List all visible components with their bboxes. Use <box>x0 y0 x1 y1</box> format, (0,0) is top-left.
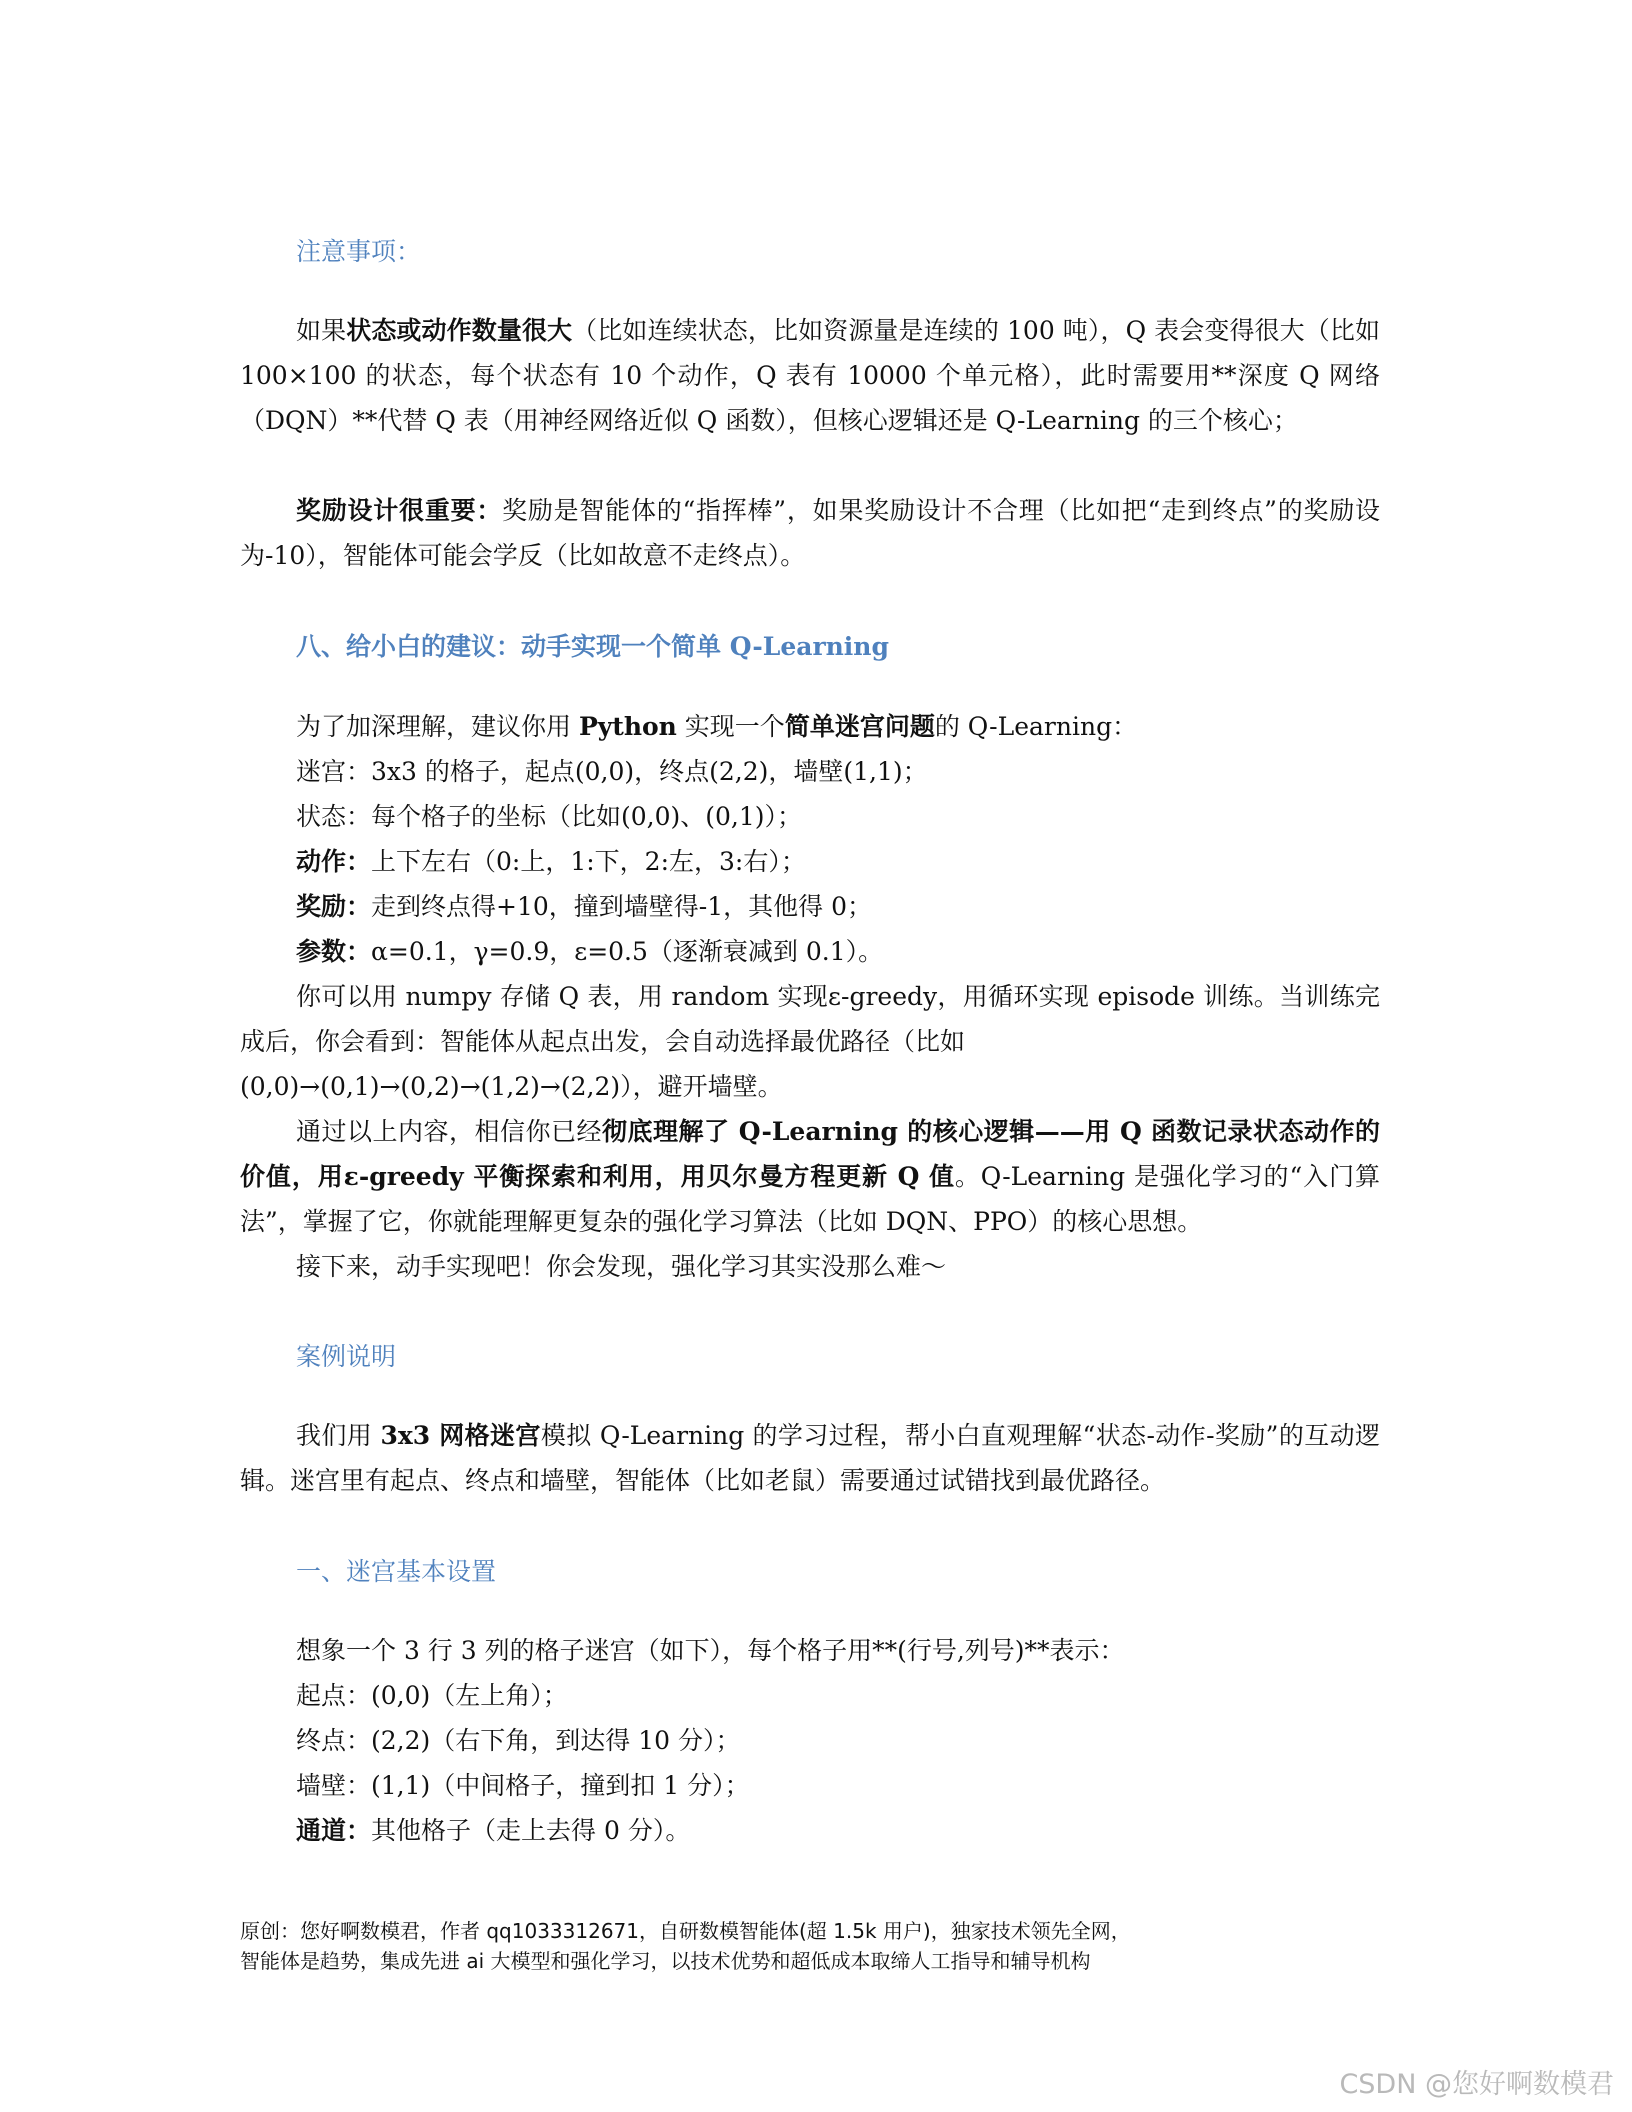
footer-line-2: 智能体是趋势，集成先进 ai 大模型和强化学习，以技术优势和超低成本取缔人工指导和辅导机构 <box>240 1949 1091 1973</box>
bold-run: 奖励： <box>296 892 372 921</box>
advice-next-paragraph: 接下来，动手实现吧！你会发现，强化学习其实没那么难～ <box>296 1252 947 1281</box>
bold-run: 通道： <box>296 1816 372 1845</box>
advice-action-line <box>296 839 806 884</box>
csdn-watermark: CSDN @您好啊数模君 <box>1339 2069 1614 2100</box>
notes-paragraph-1 <box>240 308 1380 443</box>
text-run: 实现一个 <box>676 712 785 741</box>
advice-summary-paragraph <box>240 1109 1380 1244</box>
advice-maze-line: 迷宫：3x3 的格子，起点(0,0)，终点(2,2)，墙壁(1,1)； <box>296 757 928 786</box>
text-run: 你可以用 numpy 存储 Q 表，用 random 实现ε-greedy，用循环实现 episode 训练。当训练完成后，你会看到：智能体从起点出发，会自动选择最优路径（比如 <box>240 982 1380 1056</box>
text-run: （比如连续状态，比如资源量是连续的 100 吨），Q 表会变得很大（比如 100×100 的状态，每个状态有 10 个动作，Q 表有 10000 个单元格），此时需要用**深度 Q 网络（DQN）**代替 Q 表（用神经网络近似 Q 函数），但核心逻辑还是 Q-Learning 的三个核心； <box>240 316 1380 435</box>
setup-wall-line: 墙壁：(1,1)（中间格子，撞到扣 1 分）； <box>296 1771 750 1800</box>
advice-reward-line <box>296 884 872 929</box>
bold-run: 彻底理解了 Q-Learning 的核心逻辑——用 Q 函数记录状态动作的价值，用ε-greedy 平衡探索和利用，用贝尔曼方程更新 Q 值 <box>240 1117 1380 1191</box>
bold-run: 状态或动作数量很大 <box>346 316 573 345</box>
advice-intro <box>240 704 1380 749</box>
setup-start-line: 起点：(0,0)（左上角）； <box>296 1681 568 1710</box>
case-paragraph <box>240 1413 1380 1503</box>
advice-state-line: 状态：每个格子的坐标（比如(0,0)、(0,1)）； <box>296 802 803 831</box>
text-run: 我们用 <box>296 1421 381 1450</box>
bold-run: 简单迷宫问题 <box>784 712 935 741</box>
footer-line-1: 原创：您好啊数模君，作者 qq1033312671，自研数模智能体(超 1.5k 用户)，独家技术领先全网， <box>240 1919 1131 1943</box>
text-run: 如果 <box>296 316 347 345</box>
text-run: 模拟 Q-Learning 的学习过程，帮小白直观理解“状态-动作-奖励”的互动逻辑。迷宫里有起点、终点和墙壁，智能体（比如老鼠）需要通过试错找到最优路径。 <box>240 1421 1380 1495</box>
text-run: 上下左右（0:上，1:下，2:左，3:右）； <box>371 847 806 876</box>
advice-heading: 八、给小白的建议：动手实现一个简单 Q-Learning <box>296 632 889 661</box>
case-heading: 案例说明 <box>296 1342 397 1371</box>
bold-run: 奖励设计很重要： <box>296 496 503 525</box>
bold-run: 动作： <box>296 847 372 876</box>
notes-heading: 注意事项： <box>296 237 422 266</box>
text-run: α=0.1，γ=0.9，ε=0.5（逐渐衰减到 0.1）。 <box>371 937 884 966</box>
advice-params-line <box>296 929 883 974</box>
notes-paragraph-2 <box>240 488 1380 578</box>
text-run: 走到终点得+10，撞到墙壁得-1，其他得 0； <box>371 892 872 921</box>
text-run: 为了加深理解，建议你用 <box>296 712 579 741</box>
text-run: 。Q-Learning 是强化学习的“入门算法”，掌握了它，你就能理解更复杂的强化学习算法（比如 DQN、PPO）的核心思想。 <box>240 1162 1380 1236</box>
bold-run: 3x3 网格迷宫 <box>380 1421 541 1450</box>
text-run: 的 Q-Learning： <box>934 712 1138 741</box>
advice-impl-paragraph <box>240 974 1380 1109</box>
text-run: 其他格子（走上去得 0 分）。 <box>371 1816 691 1845</box>
optimal-path-text: (0,0)→(0,1)→(0,2)→(1,2)→(2,2)），避开墙壁。 <box>240 1072 783 1101</box>
bold-run: Python <box>578 712 677 741</box>
page-footer <box>240 1916 1380 1976</box>
setup-path-line <box>296 1808 690 1853</box>
setup-intro-line: 想象一个 3 行 3 列的格子迷宫（如下），每个格子用**(行号,列号)**表示： <box>296 1636 1125 1665</box>
setup-end-line: 终点：(2,2)（右下角，到达得 10 分）； <box>296 1726 741 1755</box>
text-run: 奖励是智能体的“指挥棒”，如果奖励设计不合理（比如把“走到终点”的奖励设为-10），智能体可能会学反（比如故意不走终点）。 <box>240 496 1380 570</box>
text-run: 通过以上内容，相信你已经 <box>296 1117 603 1146</box>
setup-heading: 一、迷宫基本设置 <box>296 1557 497 1586</box>
bold-run: 参数： <box>296 937 372 966</box>
